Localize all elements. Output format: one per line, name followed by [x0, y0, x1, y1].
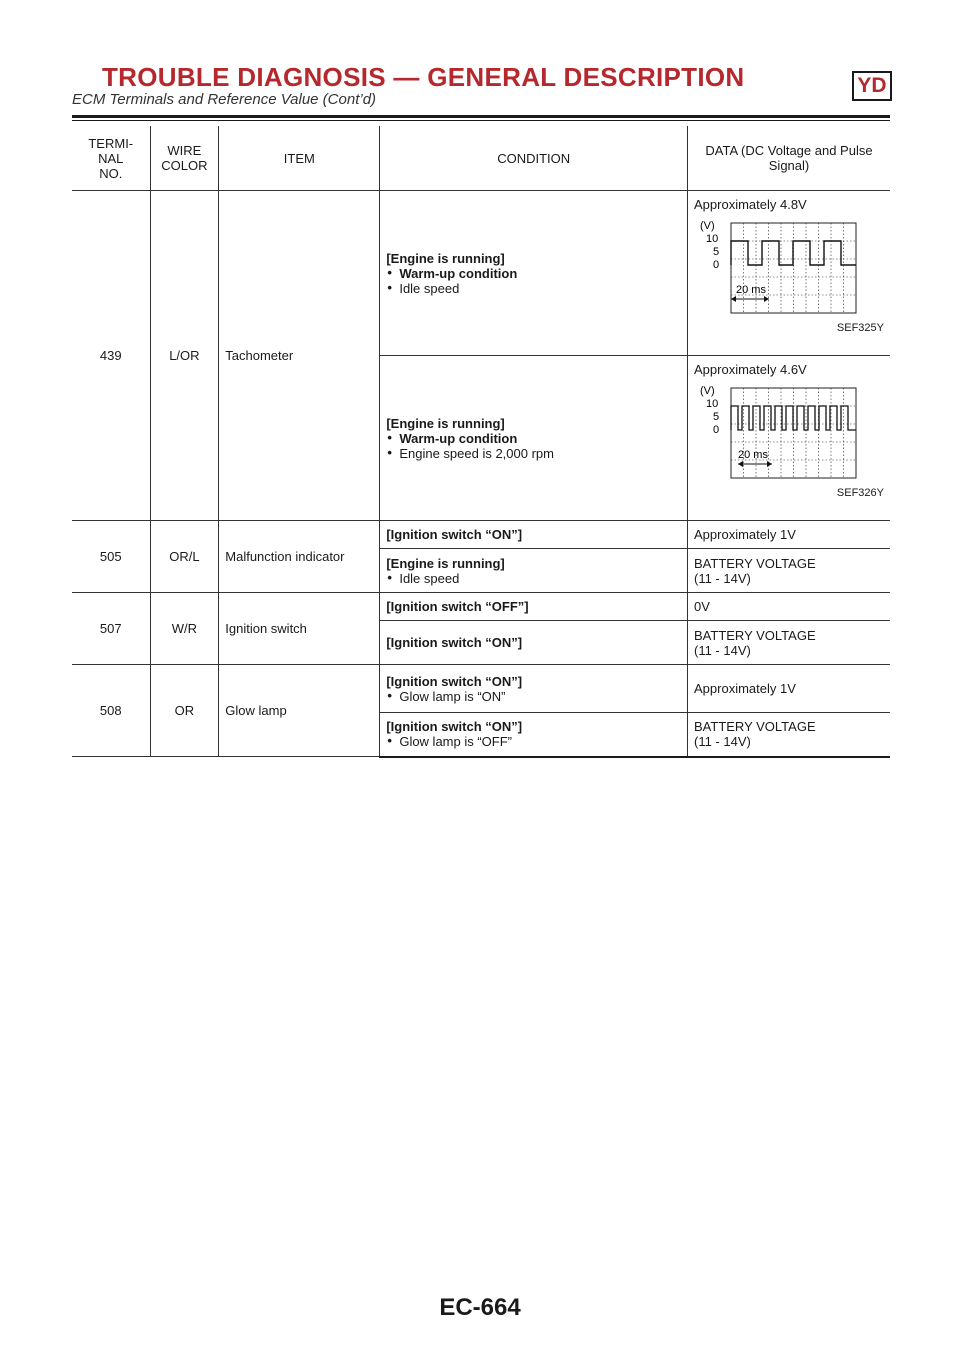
ecm-terminal-table — [72, 126, 890, 758]
wave-time-label: 20 ms — [736, 284, 766, 296]
col-condition: CONDITION — [380, 126, 688, 191]
condition-cell: [Ignition switch “ON”] — [380, 621, 688, 665]
data-cell: Approximately 1V — [688, 521, 891, 549]
wave-tick-5: 5 — [713, 246, 720, 258]
header-rule — [72, 115, 890, 118]
table-row — [72, 593, 890, 621]
condition-cell: [Ignition switch “ON”] — [380, 521, 688, 549]
data-cell: 0V — [688, 593, 891, 621]
page-number: EC-664 — [439, 1294, 521, 1321]
data-cell: BATTERY VOLTAGE (11 - 14V) — [688, 621, 891, 665]
wire-cell: OR/L — [150, 521, 219, 593]
col-data: DATA (DC Voltage and Pulse Signal) — [688, 126, 891, 191]
wave-time-label: 20 ms — [738, 449, 768, 461]
section-title: TROUBLE DIAGNOSIS — GENERAL DESCRIPTION — [102, 62, 745, 92]
table-row — [72, 521, 890, 549]
wire-cell: OR — [150, 665, 219, 757]
condition-cell: [Ignition switch “ON”] • Glow lamp is “ON” — [380, 665, 688, 713]
terminal-cell: 508 — [72, 665, 150, 757]
data-cell — [688, 191, 891, 356]
wave-tick-5: 5 — [713, 411, 720, 423]
data-value: Approximately 4.8V — [694, 197, 807, 212]
condition-cell: [Ignition switch “ON”] • Glow lamp is “OFF” — [380, 713, 688, 757]
data-cell — [688, 356, 891, 521]
header-rule-thin — [72, 120, 890, 121]
data-cell: Approximately 1V — [688, 665, 891, 713]
waveform-graph — [694, 381, 884, 485]
section-subtitle: ECM Terminals and Reference Value (Cont’d) — [72, 91, 377, 108]
item-cell: Malfunction indicator — [219, 521, 380, 593]
engine-code-badge: YD — [852, 71, 892, 101]
wave-tick-10: 10 — [706, 398, 719, 410]
data-value: Approximately 4.6V — [694, 362, 807, 377]
wave-tick-0: 0 — [713, 424, 720, 436]
col-terminal-no: TERMI- NAL NO. — [72, 126, 150, 191]
table-row — [72, 191, 890, 356]
wave-tick-0: 0 — [713, 259, 720, 271]
wave-axis-label: (V) — [700, 220, 715, 232]
condition-cell: [Engine is running] • Warm-up condition • Idle speed — [380, 191, 688, 356]
condition-cell: [Engine is running] • Idle speed — [380, 549, 688, 593]
col-wire-color: WIRE COLOR — [150, 126, 219, 191]
table-row — [72, 665, 890, 713]
terminal-cell: 439 — [72, 191, 150, 521]
item-cell: Ignition switch — [219, 593, 380, 665]
figure-id: SEF326Y — [836, 487, 884, 499]
item-cell: Glow lamp — [219, 665, 380, 757]
terminal-cell: 507 — [72, 593, 150, 665]
wire-cell: L/OR — [150, 191, 219, 521]
data-cell: BATTERY VOLTAGE (11 - 14V) — [688, 549, 891, 593]
condition-cell: [Ignition switch “OFF”] — [380, 593, 688, 621]
waveform-graph — [694, 216, 884, 320]
figure-id: SEF325Y — [836, 322, 884, 334]
condition-cell: [Engine is running] • Warm-up condition • Engine speed is 2,000 rpm — [380, 356, 688, 521]
wave-tick-10: 10 — [706, 233, 719, 245]
col-item: ITEM — [219, 126, 380, 191]
data-cell: BATTERY VOLTAGE (11 - 14V) — [688, 713, 891, 757]
item-cell: Tachometer — [219, 191, 380, 521]
table-header-row — [72, 126, 890, 191]
wire-cell: W/R — [150, 593, 219, 665]
wave-axis-label: (V) — [700, 385, 715, 397]
terminal-cell: 505 — [72, 521, 150, 593]
